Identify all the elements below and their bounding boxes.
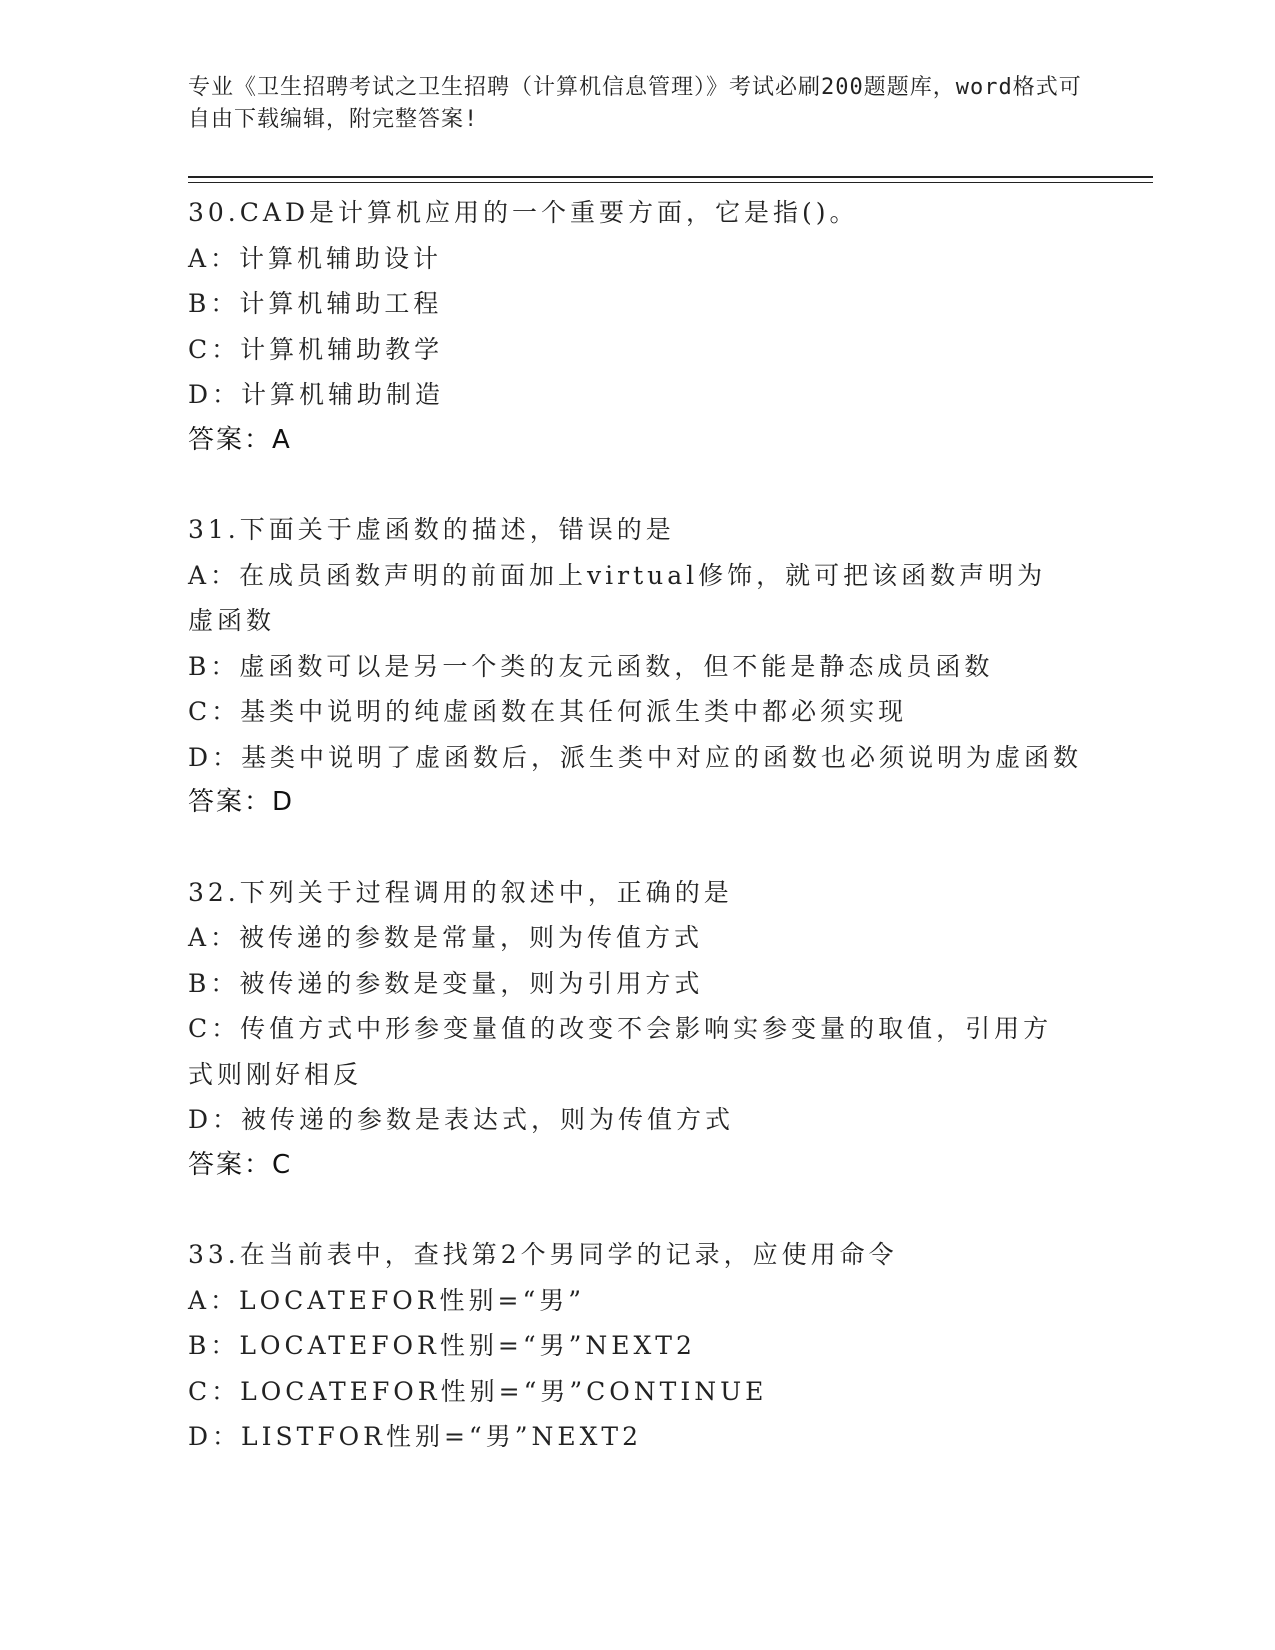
option-b: B：计算机辅助工程 xyxy=(188,289,443,318)
question-32 xyxy=(188,870,1088,1189)
option-d: D：被传递的参数是表达式，则为传值方式 xyxy=(188,1105,735,1134)
option-b: B：被传递的参数是变量，则为引用方式 xyxy=(188,968,704,998)
answer-label: 答案：A xyxy=(188,424,292,455)
question-33 xyxy=(188,1232,1088,1460)
option-a: A：计算机辅助设计 xyxy=(188,243,443,273)
question-30 xyxy=(188,190,1088,463)
question-stem: 31.下面关于虚函数的描述，错误的是 xyxy=(188,515,675,544)
option-b: B：LOCATEFOR性别=“男”NEXT2 xyxy=(188,1331,696,1360)
document-intro: 专业《卫生招聘考试之卫生招聘（计算机信息管理）》考试必刷200题题库，word格式可自由下载编辑，附完整答案! xyxy=(188,75,1082,132)
option-c: C：基类中说明的纯虚函数在其任何派生类中都必须实现 xyxy=(188,697,908,726)
option-d: D：基类中说明了虚函数后，派生类中对应的函数也必须说明为虚函数 xyxy=(188,742,1083,772)
header-divider-thick xyxy=(188,176,1153,178)
option-d: D：计算机辅助制造 xyxy=(188,380,445,409)
option-c: C：计算机辅助教学 xyxy=(188,334,444,364)
option-a: A：在成员函数声明的前面加上virtual修饰，就可把该函数声明为虚函数 xyxy=(188,560,1047,635)
question-list xyxy=(188,190,1088,1504)
question-31 xyxy=(188,507,1088,826)
header-divider-thin xyxy=(188,182,1153,183)
option-a: A：LOCATEFOR性别=“男” xyxy=(188,1285,586,1315)
option-b: B：虚函数可以是另一个类的友元函数，但不能是静态成员函数 xyxy=(188,651,994,681)
question-stem: 30.CAD是计算机应用的一个重要方面，它是指()。 xyxy=(188,198,859,227)
question-stem: 32.下列关于过程调用的叙述中，正确的是 xyxy=(188,877,733,907)
option-a: A：被传递的参数是常量，则为传值方式 xyxy=(188,923,704,952)
option-c: C：LOCATEFOR性别=“男”CONTINUE xyxy=(188,1376,768,1406)
question-stem: 33.在当前表中，查找第2个男同学的记录，应使用命令 xyxy=(188,1240,898,1269)
answer-label: 答案：D xyxy=(188,787,295,817)
answer-label: 答案：C xyxy=(188,1149,293,1180)
option-c: C：传值方式中形参变量值的改变不会影响实参变量的取值，引用方式则刚好相反 xyxy=(188,1014,1053,1089)
option-d: D：LISTFOR性别=“男”NEXT2 xyxy=(188,1422,642,1451)
